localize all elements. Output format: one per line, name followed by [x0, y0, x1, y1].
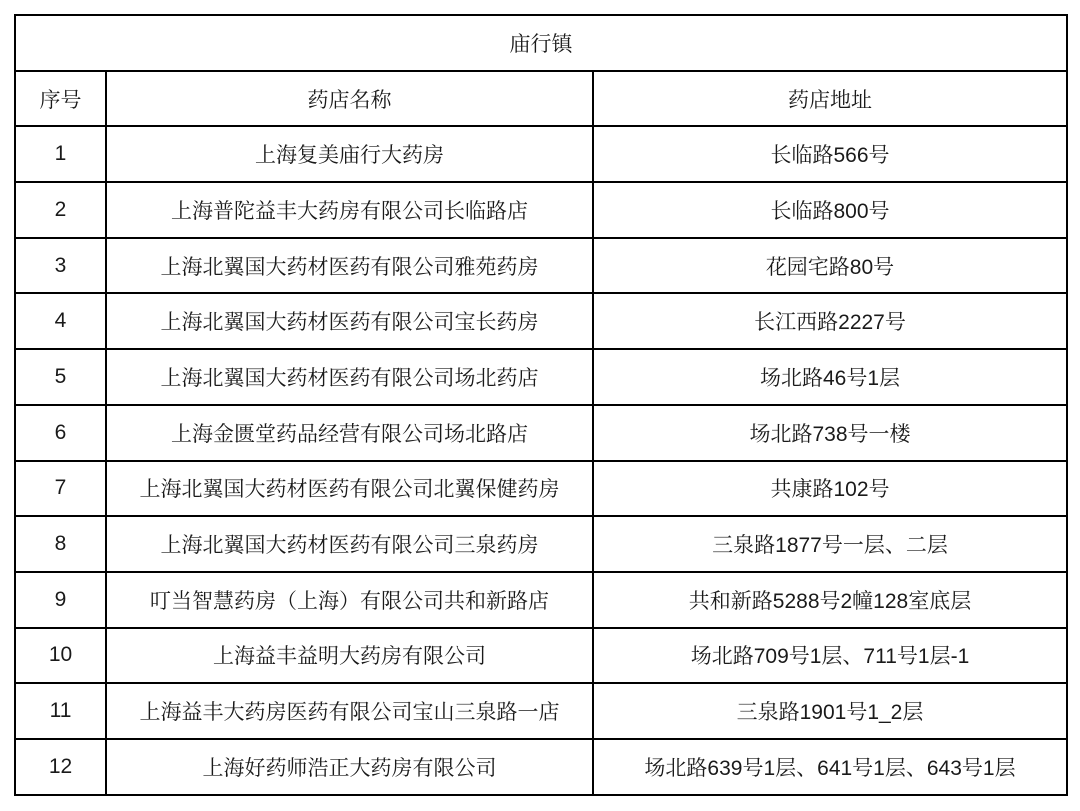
- pharmacy-name: 上海益丰益明大药房有限公司: [106, 628, 593, 684]
- pharmacy-name: 上海北翼国大药材医药有限公司北翼保健药房: [106, 461, 593, 517]
- pharmacy-name: 上海北翼国大药材医药有限公司场北药店: [106, 349, 593, 405]
- row-no: 6: [15, 405, 106, 461]
- pharmacy-name: 上海金匮堂药品经营有限公司场北路店: [106, 405, 593, 461]
- table-title: 庙行镇: [15, 15, 1067, 71]
- pharmacy-address: 长临路566号: [593, 126, 1067, 182]
- row-no: 2: [15, 182, 106, 238]
- row-no: 12: [15, 739, 106, 795]
- pharmacy-address: 场北路639号1层、641号1层、643号1层: [593, 739, 1067, 795]
- table-header-row: [15, 71, 1067, 127]
- pharmacy-name: 上海北翼国大药材医药有限公司雅苑药房: [106, 238, 593, 294]
- pharmacy-address: 场北路709号1层、711号1层-1: [593, 628, 1067, 684]
- table-row: [15, 516, 1067, 572]
- pharmacy-name: 上海普陀益丰大药房有限公司长临路店: [106, 182, 593, 238]
- pharmacy-name: 上海复美庙行大药房: [106, 126, 593, 182]
- pharmacy-address: 长江西路2227号: [593, 293, 1067, 349]
- pharmacy-name: 叮当智慧药房（上海）有限公司共和新路店: [106, 572, 593, 628]
- pharmacy-name: 上海益丰大药房医药有限公司宝山三泉路一店: [106, 683, 593, 739]
- row-no: 7: [15, 461, 106, 517]
- table-row: [15, 238, 1067, 294]
- pharmacy-address: 三泉路1877号一层、二层: [593, 516, 1067, 572]
- table-row: [15, 739, 1067, 795]
- table-title-row: [15, 15, 1067, 71]
- row-no: 5: [15, 349, 106, 405]
- pharmacy-name: 上海北翼国大药材医药有限公司三泉药房: [106, 516, 593, 572]
- pharmacy-address: 场北路46号1层: [593, 349, 1067, 405]
- pharmacy-name: 上海北翼国大药材医药有限公司宝长药房: [106, 293, 593, 349]
- row-no: 11: [15, 683, 106, 739]
- col-header-name: 药店名称: [106, 71, 593, 127]
- row-no: 10: [15, 628, 106, 684]
- table-row: [15, 405, 1067, 461]
- pharmacy-address: 花园宅路80号: [593, 238, 1067, 294]
- pharmacy-name: 上海好药师浩正大药房有限公司: [106, 739, 593, 795]
- col-header-address: 药店地址: [593, 71, 1067, 127]
- table-row: [15, 461, 1067, 517]
- row-no: 3: [15, 238, 106, 294]
- table-row: [15, 182, 1067, 238]
- row-no: 8: [15, 516, 106, 572]
- row-no: 9: [15, 572, 106, 628]
- col-header-no: 序号: [15, 71, 106, 127]
- pharmacy-address: 共和新路5288号2幢128室底层: [593, 572, 1067, 628]
- pharmacy-table: [14, 14, 1068, 796]
- row-no: 4: [15, 293, 106, 349]
- table-row: [15, 628, 1067, 684]
- table-row: [15, 126, 1067, 182]
- pharmacy-address: 三泉路1901号1_2层: [593, 683, 1067, 739]
- row-no: 1: [15, 126, 106, 182]
- table-row: [15, 349, 1067, 405]
- pharmacy-address: 共康路102号: [593, 461, 1067, 517]
- table-row: [15, 683, 1067, 739]
- table-row: [15, 293, 1067, 349]
- pharmacy-address: 长临路800号: [593, 182, 1067, 238]
- table-row: [15, 572, 1067, 628]
- pharmacy-address: 场北路738号一楼: [593, 405, 1067, 461]
